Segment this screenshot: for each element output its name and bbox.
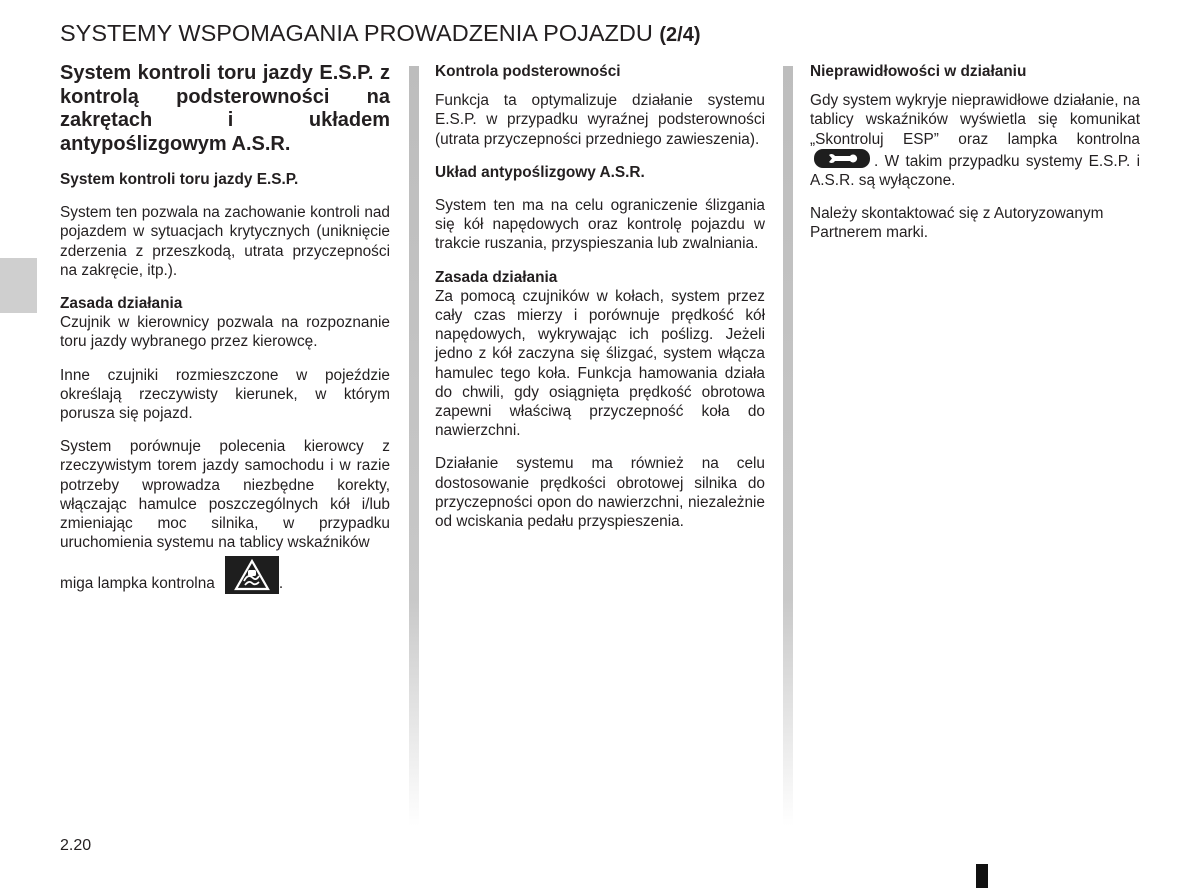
column-1: [60, 62, 390, 608]
subheading-understeer: Kontrola podsterowności: [435, 63, 621, 80]
column-divider-right: [783, 66, 793, 826]
column-divider-left: [409, 66, 419, 826]
subheading-asr: Układ antypoślizgowy A.S.R.: [435, 163, 645, 181]
paragraph-steering-sensor: Czujnik w kierownicy pozwala na rozpoznanie toru jazdy wybranego przez kierowcę.: [60, 314, 390, 351]
paragraph-engine-speed: Działanie systemu ma również na celu dostosowanie prędkości obrotowej silnika do przyczepności opon do nawierzchni, niezależnie od wciskania pedału przyspieszenia.: [435, 455, 765, 531]
page-title-part: (2/4): [659, 24, 701, 46]
paragraph-asr-purpose: System ten ma na celu ograniczenie ślizgania się kół napędowych oraz kontrolę pojazdu w trakcie ruszania, przyspieszania lub zwalniania.: [435, 197, 765, 253]
subheading-principle-asr: Zasada działania: [435, 268, 558, 286]
paragraph-system-compares: System porównuje polecenia kierowcy z rzeczywistym torem jazdy samochodu i w razie potrzeby wprowadza niezbędne korekty, włączając hamulce poszczególnych kół i/lub zmieniając moc silnika, w przypadku uruchomienia systemu na tablicy wskaźników: [60, 438, 390, 552]
paragraph-contact-partner: Należy skontaktować się z Autoryzowanym Partnerem marki.: [810, 205, 1104, 242]
malfunction-text: Gdy system wykryje nieprawidłowe działanie, na tablicy wskaźników wyświetla się komunikat „Skontroluj ESP” oraz lampka kontrolna: [810, 92, 1140, 148]
page-title-main: SYSTEMY WSPOMAGANIA PROWADZENIA POJAZDU: [60, 20, 653, 46]
page-corner-mark: [976, 864, 988, 888]
warning-lamp-end: .: [278, 575, 284, 593]
chapter-side-tab: [0, 258, 37, 313]
section-heading-esp-asr: System kontroli toru jazdy E.S.P. z kontrolą podsterowności na zakrętach i układem antypoślizgowym A.S.R.: [60, 62, 390, 155]
paragraph-warning-lamp: [60, 556, 390, 594]
paragraph-wheel-sensors: Za pomocą czujników w kołach, system przez cały czas mierzy i porównuje prędkość kół napędowych, wykrywając ich poślizg. Jeżeli jedno z kół zaczyna się ślizgać, system włącza hamulec tego koła. Funkcja hamowania działa do chwili, gdy osiągnięta prędkość obrotowa zapewni właściwą przyczepność koła do nawierzchni.: [435, 287, 765, 440]
column-2: [435, 62, 765, 545]
subheading-principle-esp: Zasada działania: [60, 295, 183, 313]
subheading-malfunctions: Nieprawidłowości w działaniu: [810, 63, 1027, 80]
esp-skid-warning-icon: [225, 556, 279, 594]
paragraph-understeer: Funkcja ta optymalizuje działanie systemu E.S.P. w przypadku wyraźnej podsterowności (utrata przyczepności przedniego zawieszenia).: [435, 92, 765, 148]
warning-lamp-text: miga lampka kontrolna: [60, 575, 215, 593]
paragraph-other-sensors: Inne czujniki rozmieszczone w pojeździe określają rzeczywisty kierunek, w którym porusza się pojazd.: [60, 366, 390, 423]
service-wrench-icon: [814, 149, 870, 168]
subheading-esp: System kontroli toru jazdy E.S.P.: [60, 171, 299, 188]
page-title: [60, 18, 700, 50]
column-3: [810, 62, 1140, 257]
page-number: 2.20: [60, 837, 92, 854]
paragraph-esp-purpose: System ten pozwala na zachowanie kontroli nad pojazdem w sytuacjach krytycznych (uniknięcie zderzenia z przeszkodą, utrata przyczepności na zakręcie, itp.).: [60, 204, 390, 279]
malfunction-text-end: . W takim przypadku systemy E.S.P. i A.S.R. są wyłączone.: [810, 152, 1140, 190]
paragraph-malfunction: [810, 91, 1140, 190]
